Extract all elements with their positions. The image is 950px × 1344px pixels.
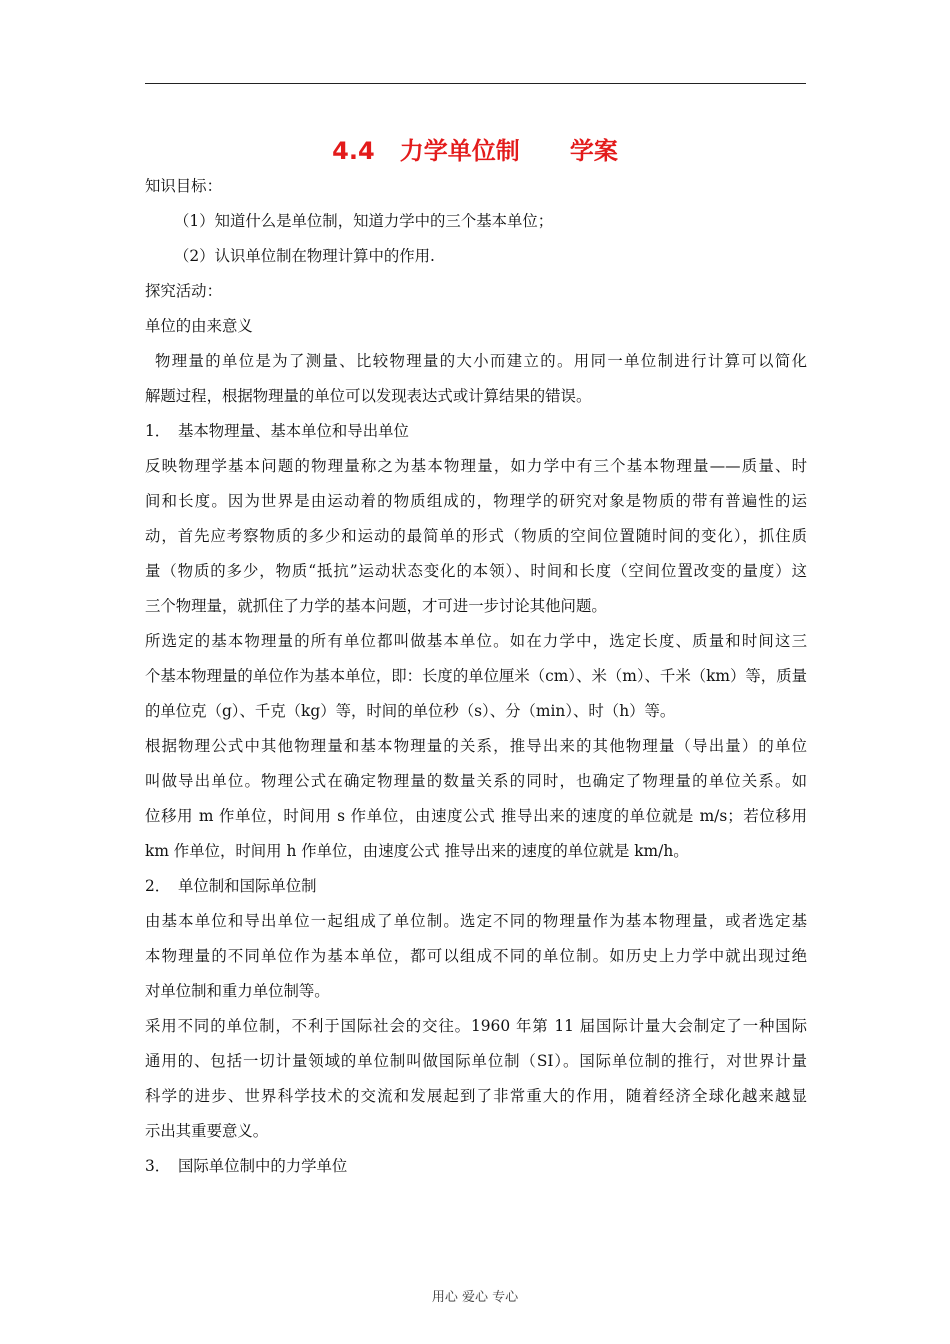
section-title: 基本物理量、基本单位和导出单位	[178, 422, 409, 440]
intro-line: 解题过程，根据物理量的单位可以发现表达式或计算结果的错误。	[145, 387, 592, 405]
page-title: 4.4 力学单位制 学案	[332, 137, 618, 165]
paragraph-line: 动，首先应考察物质的多少和运动的最简单的形式（物质的空间位置随时间的变化），抓住质	[145, 527, 807, 545]
paragraph-line: 三个物理量，就抓住了力学的基本问题，才可进一步讨论其他问题。	[145, 597, 607, 615]
section-heading	[145, 1154, 807, 1178]
paragraph-line: 通用的、包括一切计量领域的单位制叫做国际单位制（SI）。国际单位制的推行，对世界计量	[145, 1052, 807, 1070]
document-body	[145, 174, 807, 1189]
paragraph-line: 的单位克（g）、千克（kg）等，时间的单位秒（s）、分（min）、时（h）等。	[145, 702, 676, 720]
activities-subheading: 单位的由来意义	[145, 317, 253, 335]
paragraph-line: 科学的进步、世界科学技术的交流和发展起到了非常重大的作用，随着经济全球化越来越显	[145, 1087, 807, 1105]
section-title: 国际单位制中的力学单位	[178, 1157, 348, 1175]
paragraph-line: km 作单位，时间用 h 作单位，由速度公式 推导出来的速度的单位就是 km/h。	[145, 842, 689, 860]
paragraph-line: 对单位制和重力单位制等。	[145, 982, 330, 1000]
section-heading	[145, 874, 807, 898]
paragraph-line: 所选定的基本物理量的所有单位都叫做基本单位。如在力学中，选定长度、质量和时间这三	[145, 632, 807, 650]
paragraph-line: 根据物理公式中其他物理量和基本物理量的关系，推导出来的其他物理量（导出量）的单位	[145, 737, 807, 755]
paragraph-line: 间和长度。因为世界是由运动着的物质组成的，物理学的研究对象是物质的带有普遍性的运	[145, 492, 807, 510]
paragraph-line: 位移用 m 作单位，时间用 s 作单位，由速度公式 推导出来的速度的单位就是 m/s；若位移用	[145, 807, 807, 825]
paragraph-line: 量（物质的多少，物质“抵抗”运动状态变化的本领）、时间和长度（空间位置改变的量度）这	[145, 562, 807, 580]
section-number: 2．	[145, 877, 171, 895]
objective-item: （1）知道什么是单位制，知道力学中的三个基本单位；	[174, 212, 554, 230]
activities-heading: 探究活动：	[145, 282, 222, 300]
objectives-heading: 知识目标：	[145, 177, 222, 195]
paragraph-line: 采用不同的单位制，不利于国际社会的交往。1960 年第 11 届国际计量大会制定了一种国际	[145, 1017, 807, 1035]
section-heading	[145, 419, 807, 443]
section-number: 1．	[145, 422, 171, 440]
paragraph-line: 叫做导出单位。物理公式在确定物理量的数量关系的同时，也确定了物理量的单位关系。如	[145, 772, 807, 790]
header-rule	[145, 83, 806, 84]
paragraph-line: 本物理量的不同单位作为基本单位，都可以组成不同的单位制。如历史上力学中就出现过绝	[145, 947, 807, 965]
intro-line: 物理量的单位是为了测量、比较物理量的大小而建立的。用同一单位制进行计算可以简化	[155, 352, 807, 370]
section-number: 3．	[145, 1157, 171, 1175]
paragraph-line: 由基本单位和导出单位一起组成了单位制。选定不同的物理量作为基本物理量，或者选定基	[145, 912, 807, 930]
page-footer: 用心 爱心 专心	[431, 1290, 519, 1305]
paragraph-line: 个基本物理量的单位作为基本单位，即：长度的单位厘米（cm）、米（m）、千米（km）等，质量	[145, 667, 807, 685]
paragraph-line: 示出其重要意义。	[145, 1122, 269, 1140]
section-title: 单位制和国际单位制	[178, 877, 317, 895]
objective-item: （2）认识单位制在物理计算中的作用.	[174, 247, 435, 265]
paragraph-line: 反映物理学基本问题的物理量称之为基本物理量，如力学中有三个基本物理量——质量、时	[145, 457, 807, 475]
